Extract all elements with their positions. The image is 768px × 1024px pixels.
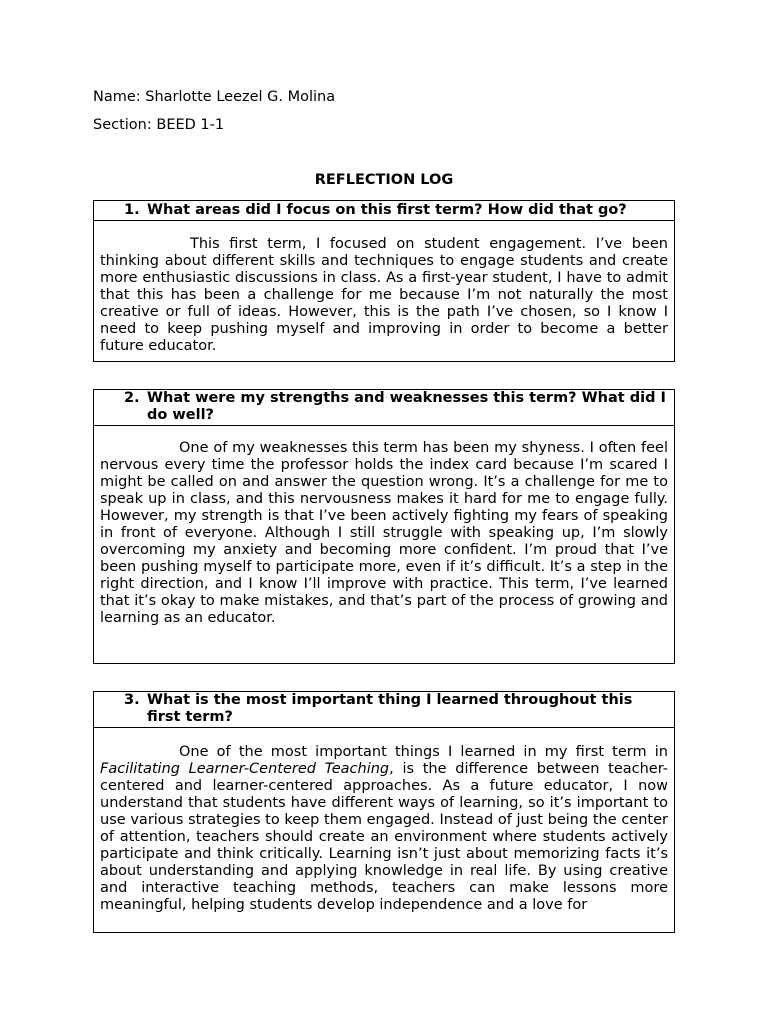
answer-body-3 [94,728,674,914]
page-title: REFLECTION LOG [314,172,454,188]
question-number-3: 3. [124,692,140,708]
answer-text-3 [100,744,668,914]
section-label: Section: [93,117,152,133]
question-header-2 [94,390,674,426]
question-text-2: What were my strengths and weaknesses this term? What did I do well? [147,390,666,423]
answer-text-1: This first term, I focused on student engagement. I’ve been thinking about different skills and techniques to engage students and create more enthusiastic discussions in class. As a first-year student, I have to admit that this has been a challenge for me because I’m not naturally the most creative or full of ideas. However, this is the path I’ve chosen, so I know I need to keep pushing myself and improving in order to become a better future educator. [100,236,668,354]
section-value: BEED 1-1 [156,117,225,133]
question-number-1: 1. [124,202,140,218]
answer-body-1 [94,221,674,355]
section-line [93,116,224,134]
answer-body-2 [94,426,674,627]
answer-rest-3: , is the difference between teacher-centered and learner-centered approaches. As a future educator, I now understand that students have different ways of learning, so it’s important to use various strategies to keep them engaged. Instead of just being the center of attention, teachers should create an environment where students actively participate and think critically. Learning isn’t just about memorizing facts it’s about understanding and applying knowledge in real life. By using creative and interactive teaching methods, teachers can make lessons more meaningful, helping students develop independence and a love for [100,761,668,913]
student-name-line [93,88,335,106]
answer-text-2: One of my weaknesses this term has been my shyness. I often feel nervous every time the professor holds the index card because I’m scared I might be called on and answer the question wrong. It’s a challenge for me to speak up in class, and this nervousness makes it hard for me to engage fully. However, my strength is that I’ve been actively fighting my fears of speaking in front of everyone. Although I still struggle with speaking up, I’m slowly overcoming my anxiety and becoming more confident. I’m proud that I’ve been pushing myself to participate more, even if it’s difficult. It’s a step in the right direction, and I know I’ll improve with practice. This term, I’ve learned that it’s okay to make mistakes, and that’s part of the process of growing and learning as an educator. [100,440,668,626]
name-label: Name: [93,89,141,105]
question-box-1 [93,200,675,362]
question-number-2: 2. [124,390,140,406]
question-text-1: What areas did I focus on this first term? How did that go? [147,202,627,218]
question-text-3: What is the most important thing I learned throughout this first term? [147,692,633,725]
question-box-2 [93,389,675,664]
answer-intro-3: One of the most important things I learned in my first term in [179,744,668,760]
question-header-1 [94,201,674,221]
question-box-3 [93,691,675,933]
course-title: Facilitating Learner-Centered Teaching [100,761,390,777]
question-header-3 [94,692,674,728]
student-name: Sharlotte Leezel G. Molina [145,89,336,105]
